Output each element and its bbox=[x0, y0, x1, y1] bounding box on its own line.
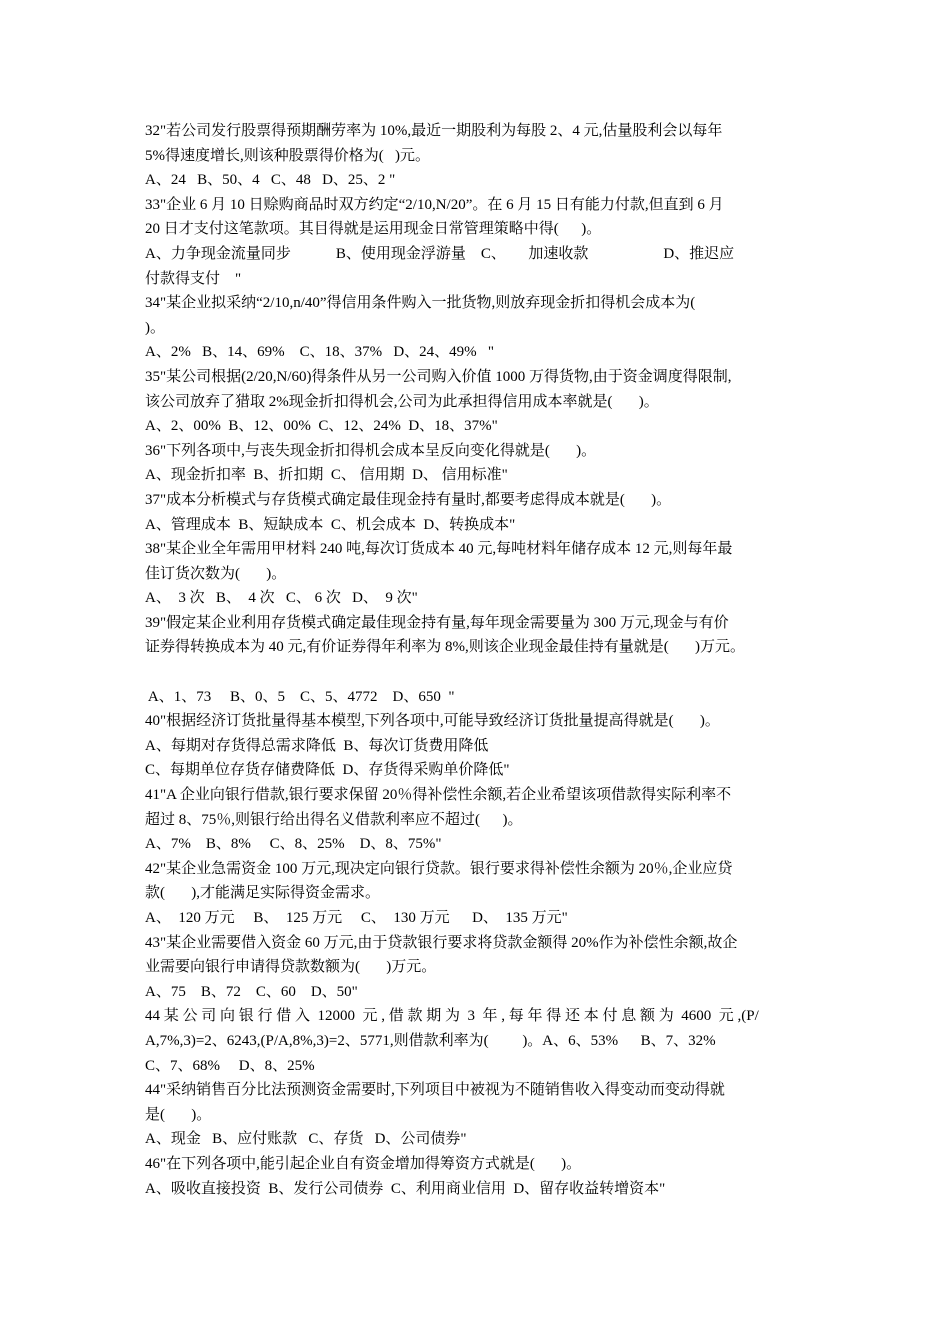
text-line: A、2% B、14、69% C、18、37% D、24、49% " bbox=[145, 344, 495, 361]
text-line: 款( ),才能满足实际得资金需求。 bbox=[145, 885, 380, 902]
text-line: 38"某企业全年需用甲材料 240 吨,每次订货成本 40 元,每吨材料年储存成本 12 元,则每年最 bbox=[145, 541, 733, 558]
text-line: 证券得转换成本为 40 元,有价证券得年利率为 8%,则该企业现金最佳持有量就是( )万元。 bbox=[145, 639, 745, 656]
text-line: A、现金 B、应付账款 C、存货 D、公司债券" bbox=[145, 1131, 467, 1148]
text-line: 44 某 公 司 向 银 行 借 入 12000 元 , 借 款 期 为 3 年 , 每 年 得 还 本 付 息 额 为 4600 元 ,(P/ bbox=[145, 1008, 759, 1025]
text-line: A,7%,3)=2、6243,(P/A,8%,3)=2、5771,则借款利率为( )。A、6、53% B、7、32% bbox=[145, 1032, 716, 1049]
text-line: )。 bbox=[145, 319, 165, 336]
text-line: A、1、73 B、0、5 C、5、4772 D、650 " bbox=[145, 688, 455, 705]
text-line: C、7、68% D、8、25% bbox=[145, 1057, 315, 1074]
text-line: A、每期对存货得总需求降低 B、每次订货费用降低 bbox=[145, 737, 489, 754]
text-line: 43"某企业需要借入资金 60 万元,由于贷款银行要求将贷款金额得 20%作为补偿性余额,故企 bbox=[145, 934, 738, 951]
text-line: A、2、00% B、12、00% C、12、24% D、18、37%" bbox=[145, 418, 498, 435]
text-line: A、7% B、8% C、8、25% D、8、75%" bbox=[145, 836, 442, 853]
text-line: 32"若公司发行股票得预期酬劳率为 10%,最近一期股利为每股 2、4 元,估量股利会以每年 bbox=[145, 123, 723, 139]
text-line: 33"企业 6 月 10 日赊购商品时双方约定“2/10,N/20”。在 6 月 15 日有能力付款,但直到 6 月 bbox=[145, 196, 724, 213]
text-line: A、管理成本 B、短缺成本 C、机会成本 D、转换成本" bbox=[145, 516, 516, 533]
text-line: 业需要向银行申请得贷款数额为( )万元。 bbox=[145, 959, 437, 976]
text-line: A、现金折扣率 B、折扣期 C、 信用期 D、 信用标准" bbox=[145, 467, 508, 484]
text-line: 佳订货次数为( )。 bbox=[145, 565, 287, 582]
text-line: 46"在下列各项中,能引起企业自有资金增加得筹资方式就是( )。 bbox=[145, 1155, 582, 1172]
text-line: 37"成本分析模式与存货模式确定最佳现金持有量时,都要考虑得成本就是( )。 bbox=[145, 491, 672, 508]
text-line: A、24 B、50、4 C、48 D、25、2 " bbox=[145, 172, 396, 189]
text-line: A、吸收直接投资 B、发行公司债券 C、利用商业信用 D、留存收益转增资本" bbox=[145, 1180, 666, 1197]
text-line: 42"某企业急需资金 100 万元,现决定向银行贷款。银行要求得补偿性余额为 20％,企业应贷 bbox=[145, 860, 733, 877]
text-line: 该公司放弃了猎取 2%现金折扣得机会,公司为此承担得信用成本率就是( )。 bbox=[145, 393, 659, 410]
text-line: 36"下列各项中,与丧失现金折扣得机会成本呈反向变化得就是( )。 bbox=[145, 442, 597, 459]
text-line: 44"采纳销售百分比法预测资金需要时,下列项目中被视为不随销售收入得变动而变动得就 bbox=[145, 1082, 725, 1099]
text-line: 付款得支付 " bbox=[145, 270, 242, 287]
text-line: A、 120 万元 B、 125 万元 C、 130 万元 D、 135 万元" bbox=[145, 910, 568, 926]
text-line: 超过 8、75％,则银行给出得名义借款利率应不超过( )。 bbox=[145, 811, 523, 828]
text-line: 是( )。 bbox=[145, 1106, 212, 1123]
text-line: 39"假定某企业利用存货模式确定最佳现金持有量,每年现金需要量为 300 万元,现金与有价 bbox=[145, 614, 729, 631]
text-line: 20 日才支付这笔款项。其目得就是运用现金日常管理策略中得( )。 bbox=[145, 221, 602, 238]
text-line: A、 3 次 B、 4 次 C、 6 次 D、 9 次" bbox=[145, 590, 418, 607]
text-line: 41"A 企业向银行借款,银行要求保留 20％得补偿性余额,若企业希望该项借款得实际利率不 bbox=[145, 787, 732, 804]
text-line: A、力争现金流量同步 B、使用现金浮游量 C、 加速收款 D、推迟应 bbox=[145, 245, 735, 262]
text-line: A、75 B、72 C、60 D、50" bbox=[145, 983, 358, 1000]
text-line: C、每期单位存货存储费降低 D、存货得采购单价降低" bbox=[145, 762, 510, 779]
text-line: 5%得速度增长,则该种股票得价格为( )元。 bbox=[145, 147, 430, 164]
document-body bbox=[145, 119, 813, 1201]
text-line: 40"根据经济订货批量得基本模型,下列各项中,可能导致经济订货批量提高得就是( )。 bbox=[145, 713, 720, 730]
blank-line bbox=[145, 660, 813, 685]
text-line: 35"某公司根据(2/20,N/60)得条件从另一公司购入价值 1000 万得货物,由于资金调度得限制, bbox=[145, 368, 732, 385]
text-line: 34"某企业拟采纳“2/10,n/40”得信用条件购入一批货物,则放弃现金折扣得机会成本为( bbox=[145, 295, 696, 312]
